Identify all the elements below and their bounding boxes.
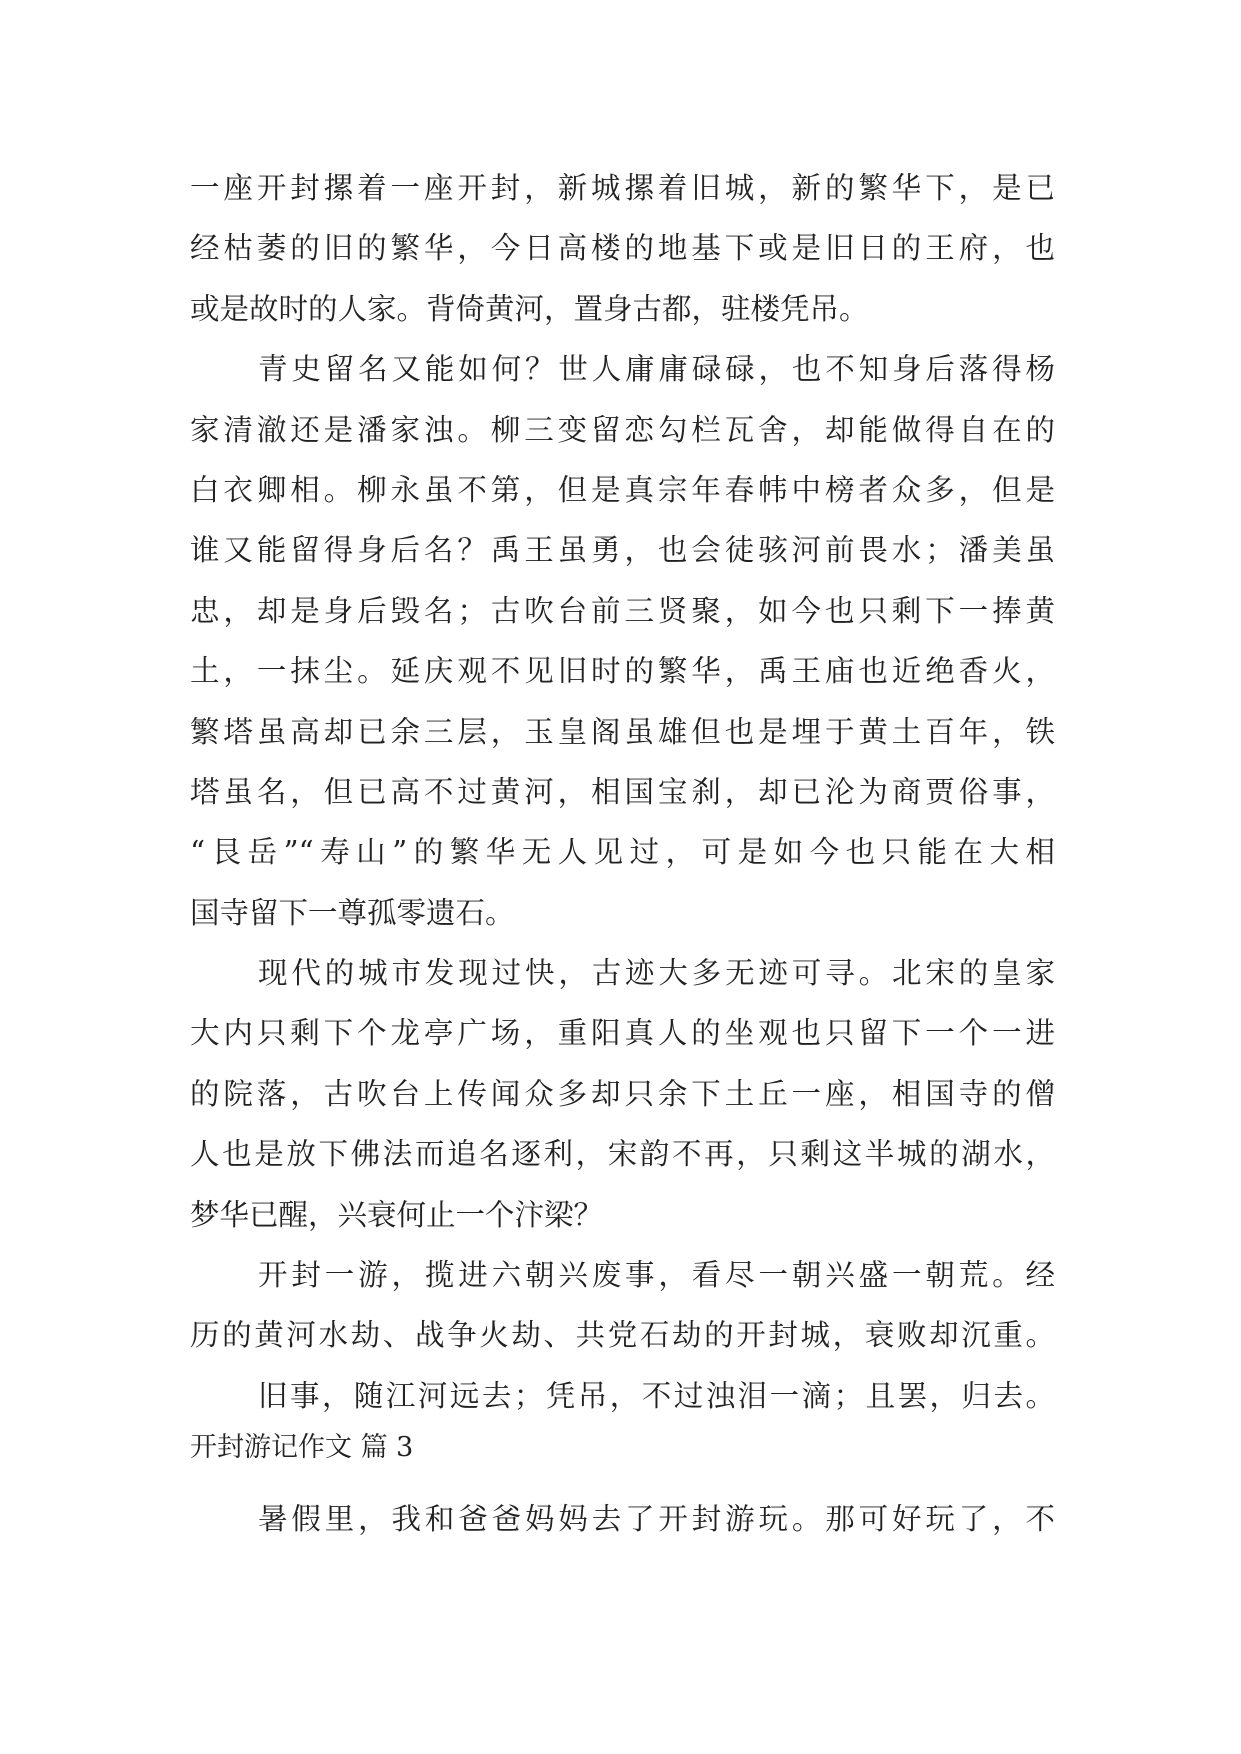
text-line: 塔虽名，但已高不过黄河，相国宝刹，却已沦为商贾俗事， xyxy=(190,774,1055,809)
text-line: “艮岳”“寿山”的繁华无人见过，可是如今也只能在大相 xyxy=(190,835,1055,870)
text-line: 现代的城市发现过快，古迹大多无迹可寻。北宋的皇家 xyxy=(258,956,1055,991)
text-line: 大内只剩下个龙亭广场，重阳真人的坐观也只留下一个一进 xyxy=(190,1016,1055,1051)
text-line: 白衣卿相。柳永虽不第，但是真宗年春帏中榜者众多，但是 xyxy=(190,472,1055,507)
text-line: 国寺留下一尊孤零遗石。 xyxy=(190,895,515,930)
essay-body xyxy=(190,158,1055,1426)
text-line: 土，一抹尘。延庆观不见旧时的繁华，禹王庙也近绝香火， xyxy=(190,654,1055,689)
text-line: 开封一游，揽进六朝兴废事，看尽一朝兴盛一朝荒。经 xyxy=(258,1258,1055,1293)
text-line: 谁又能留得身后名？禹王虽勇，也会徒骇河前畏水；潘美虽 xyxy=(190,533,1055,568)
text-line: 繁塔虽高却已余三层，玉皇阁虽雄但也是埋于黄土百年，铁 xyxy=(190,714,1055,749)
text-line: 梦华已醒，兴衰何止一个汴梁？ xyxy=(190,1197,604,1232)
text-line: 或是故时的人家。背倚黄河，置身古都，驻楼凭吊。 xyxy=(190,291,869,326)
text-line: 人也是放下佛法而追名逐利，宋韵不再，只剩这半城的湖水， xyxy=(190,1137,1055,1172)
text-line: 历的黄河水劫、战争火劫、共党石劫的开封城，衰败却沉重。 xyxy=(190,1318,1055,1353)
next-section-body xyxy=(190,1489,1055,1549)
text-line: 青史留名又能如何？世人庸庸碌碌，也不知身后落得杨 xyxy=(258,352,1055,387)
text-line: 家清澈还是潘家浊。柳三变留恋勾栏瓦舍，却能做得自在的 xyxy=(190,412,1055,447)
text-line: 经枯萎的旧的繁华，今日高楼的地基下或是旧日的王府，也 xyxy=(190,231,1055,266)
text-line: 暑假里，我和爸爸妈妈去了开封游玩。那可好玩了，不 xyxy=(258,1502,1055,1536)
text-line: 旧事，随江河远去；凭吊，不过浊泪一滴；且罢，归去。 xyxy=(258,1378,1055,1413)
section-heading: 开封游记作文 篇 3 xyxy=(190,1432,414,1463)
text-line: 忠，却是身后毁名；古吹台前三贤聚，如今也只剩下一捧黄 xyxy=(190,593,1055,628)
text-line: 的院落，古吹台上传闻众多却只余下土丘一座，相国寺的僧 xyxy=(190,1076,1055,1111)
text-line: 一座开封摞着一座开封，新城摞着旧城，新的繁华下，是已 xyxy=(190,171,1055,205)
